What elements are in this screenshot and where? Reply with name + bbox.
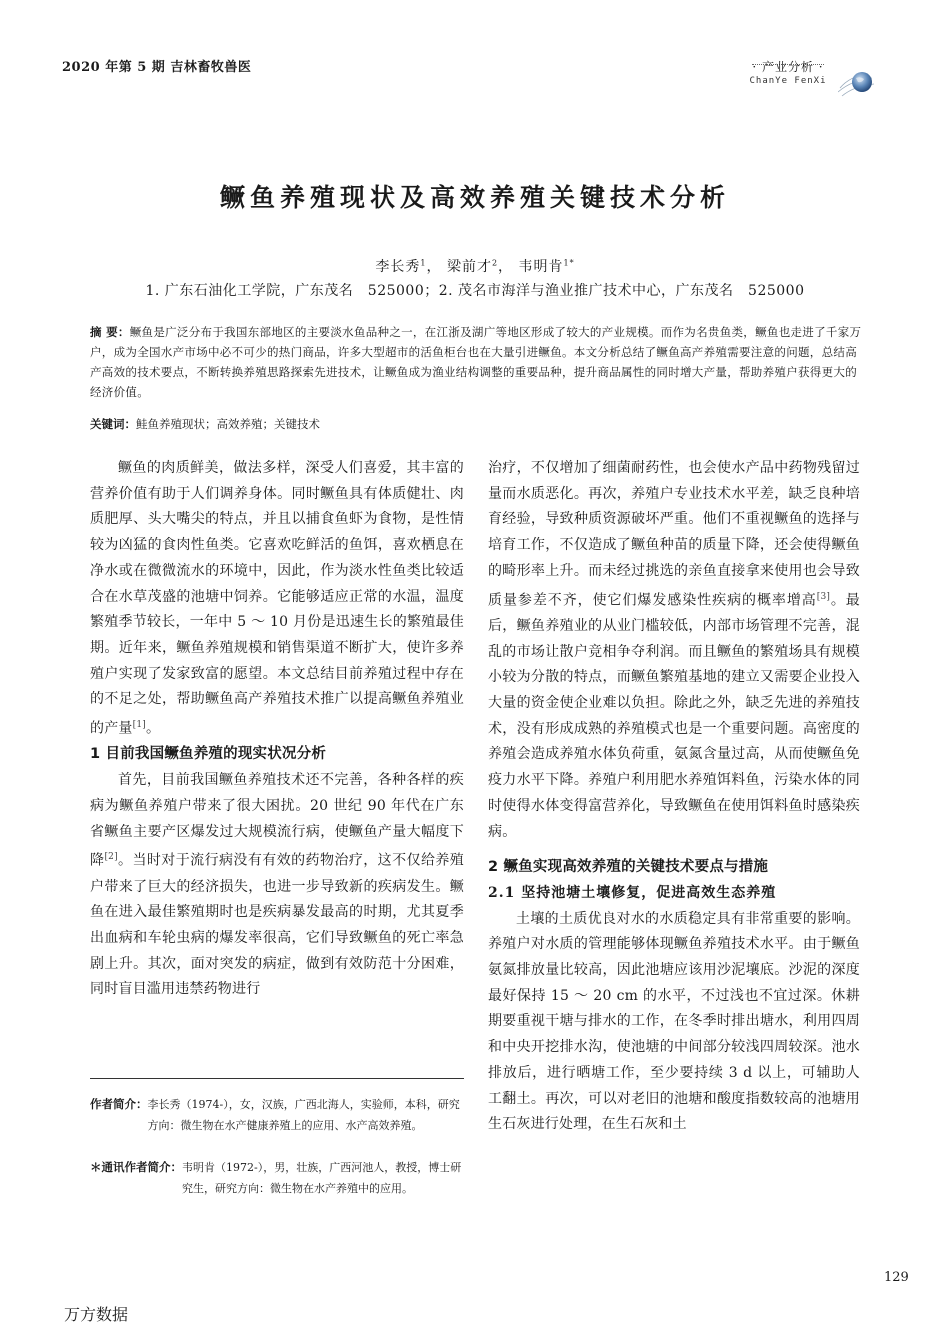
body-column-left [90, 456, 464, 1003]
citation: [2] [104, 852, 118, 863]
affiliations: 1. 广东石油化工学院，广东茂名 525000；2. 茂名市海洋与渔业推广技术中心，广东茂名 525000 [145, 283, 805, 299]
corresponding-author-text: 韦明肯（1972-），男，壮族，广西河池人，教授，博士研究生，研究方向：微生物在水产养殖中的应用。 [182, 1161, 462, 1195]
abstract [90, 322, 862, 402]
abstract-text: 鳜鱼是广泛分布于我国东部地区的主要淡水鱼品种之一，在江浙及湖广等地区形成了较大的产业规模。而作为名贵鱼类，鳜鱼也走进了千家万户，成为全国水产市场中必不可少的热门商品，许多大型超市的活鱼柜台也在大量引进鳜鱼。本文分析总结了鳜鱼高产养殖需要注意的问题，总结高产高效的技术要点，不断转换养殖思路探索先进技术，让鳜鱼成为渔业结构调整的重要品种，提升商品属性的同时增大产量，帮助养殖户获得更大的经济价值。 [90, 325, 862, 399]
author-affil-mark: 2 [491, 258, 499, 268]
section-1-text-cont3: 。最后，鳜鱼养殖业的从业门槛较低，内部市场管理不完善，混乱的市场让散户竞相争夺利润。而且鳜鱼的繁殖场具有规模小较为分散的特点，而鳜鱼繁殖基地的建立又需要企业投入大量的资金使企业难以负担。除此之外，缺乏先进的养殖技术，没有形成成熟的养殖模式也是一个重要问题。高密度的养殖会造成养殖水体负荷重，氨氮含量过高，从而使鳜鱼免疫力水平下降。养殖户利用肥水养殖饵料鱼，污染水体的同时使得水体变得富营养化，导致鳜鱼在使用饵料鱼时感染疾病。 [488, 592, 860, 840]
section-1-text-cont2: 治疗，不仅增加了细菌耐药性，也会使水产品中药物残留过量而水质恶化。再次，养殖户专业技术水平差，缺乏良种培育经验，导致种质资源破坏严重。他们不重视鳜鱼的选择与培育工作，不仅造成了鳜鱼种苗的质量下降，还会使得鳜鱼的畸形率上升。而未经过挑选的亲鱼直接拿来使用也会导致质量参差不齐，使它们爆发感染性疾病的概率增高 [488, 460, 860, 609]
author-affil-mark: 1 [420, 258, 427, 268]
keywords [90, 414, 862, 434]
author-bio-label: 作者简介： [90, 1097, 148, 1111]
section-1-heading: 1 目前我国鳜鱼养殖的现实状况分析 [90, 746, 327, 763]
article-title: 鳜鱼养殖现状及高效养殖关键技术分析 [219, 183, 730, 212]
citation: [3] [816, 591, 831, 602]
intro-text: 鳜鱼的肉质鲜美，做法多样，深受人们喜爱，其丰富的营养价值有助于人们调养身体。同时鳜鱼具有体质健壮、肉质肥厚、头大嘴尖的特点，并且以捕食鱼虾为食物，是性情较为凶猛的食肉性鱼类。它喜欢吃鲜活的鱼饵，喜欢栖息在净水或在微微流水的环境中，因此，作为淡水性鱼类比较适合在水草茂盛的池塘中饲养。它能够适应正常的水温，温度繁殖季节较长，一年中 5 ～ 10 月份是迅速生长的繁殖最佳期。近年来，鳜鱼养殖规模和销售渠道不断扩大，使许多养殖户实现了发家致富的愿望。本文总结目前养殖过程中存在的不足之处，帮助鳜鱼高产养殖技术推广以提高鳜鱼养殖业的产量 [90, 460, 464, 737]
intro-paragraph [90, 456, 464, 742]
section-1-text: 首先，目前我国鳜鱼养殖技术还不完善，各种各样的疾病为鳜鱼养殖户带来了很大困扰。20 世纪 90 年代在广东省鳜鱼主要产区爆发过大规模流行病，使鳜鱼产量大幅度下降 [90, 772, 464, 869]
category-label: · 产业分析 · [752, 60, 824, 74]
author-name: 李长秀 [375, 259, 421, 275]
category-header [748, 58, 828, 86]
author-name: 韦明肯 [518, 259, 564, 275]
journal-issue-header: 2020 年第 5 期 吉林畜牧兽医 [62, 60, 252, 75]
author-list: 李长秀$^1$， 梁前才$^2$， 韦明肯$^{1*}$ [375, 258, 575, 275]
subsection-2-1-heading: 2.1 坚持池塘土壤修复，促进高效生态养殖 [488, 884, 777, 901]
author-name: 梁前才 [446, 259, 492, 275]
section-1-text-cont: 。当时对于流行病没有有效的药物治疗，这不仅给养殖户带来了巨大的经济损失，也进一步导致新的疾病发生。鳜鱼在进入最佳繁殖期时也是疾病暴发最高的时期，尤其夏季出血病和车轮虫病的爆发率很高，它们导致鳜鱼的死亡率急剧上升。其次，面对突发的病症，做到有效防范十分困难，同时盲目滥用违禁药物进行 [90, 852, 464, 998]
author-bio-text: 李长秀（1974-），女，汉族，广西北海人，实验师，本科，研究方向：微生物在水产健康养殖上的应用、水产高效养殖。 [147, 1098, 460, 1132]
page-number: 129 [884, 1270, 909, 1285]
intro-end: 。 [145, 720, 161, 737]
category-pinyin: ChanYe FenXi [749, 76, 827, 86]
watermark: 万方数据 [64, 1305, 129, 1324]
section-2-heading: 2 鳜鱼实现高效养殖的关键技术要点与措施 [488, 859, 769, 876]
keywords-label: 关键词： [90, 417, 136, 431]
footnote-rule [90, 1078, 464, 1079]
body-column-right [488, 456, 860, 1138]
keywords-text: 鲑鱼养殖现状；高效养殖；关键技术 [136, 417, 320, 431]
abstract-label: 摘 要： [90, 325, 130, 339]
subsection-2-1-paragraph: 土壤的土质优良对水的水质稳定具有非常重要的影响。养殖户对水质的管理能够体现鳜鱼养殖技术水平。由于鳜鱼氨氮排放量比较高，因此池塘应该用沙泥壤底。沙泥的深度最好保持 15 ～ 20 cm 的水平，不过浅也不宜过深。休耕期要重视干塘与排水的工作，在冬季时排出塘水，利用四周和中央开挖排水沟，使池塘的中间部分较浅四周较深。池水排放后，进行晒塘工作，至少要持续 3 d 以上，可辅助人工翻土。再次，可以对老旧的池塘和酸度指数较高的池塘用生石灰进行处理，在生石灰和土 [488, 910, 860, 1133]
corresponding-author-label: ＊通讯作者简介： [90, 1160, 182, 1174]
section-1-paragraph [90, 768, 464, 1003]
globe-icon [838, 62, 878, 102]
author-affil-mark: 1* [563, 258, 575, 268]
author-bio-footnote [90, 1094, 464, 1136]
corresponding-author-footnote [90, 1157, 464, 1199]
citation: [1] [132, 720, 146, 731]
section-1-paragraph-continued [488, 456, 860, 845]
